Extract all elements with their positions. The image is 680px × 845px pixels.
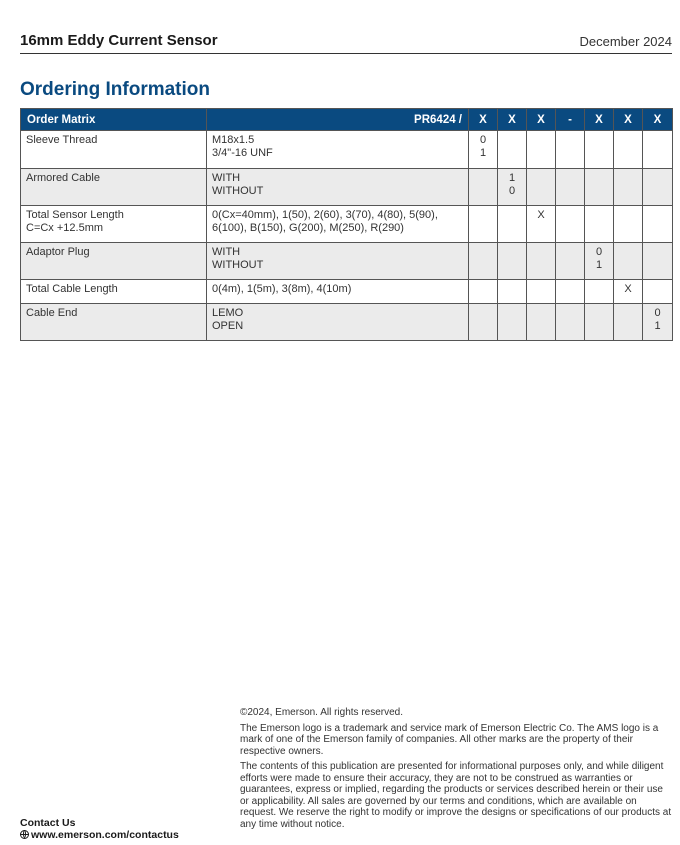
- row-label-line: Cable End: [26, 307, 78, 319]
- row-options: [207, 206, 469, 243]
- disclaimer-text: The contents of this publication are presented for informational purposes only, and while diligent efforts were made to ensure their accuracy, they are not to be construed as warranties or guarantees, express or implied, regarding the products or services described herein or their use or applicability. All sales are governed by our terms and conditions, which are available on request. We reserve the right to modify or improve the designs or specifications of our products at any time without notice.: [240, 761, 672, 830]
- matrix-slot-cell: [469, 131, 498, 169]
- trademark-text: The Emerson logo is a trademark and service mark of Emerson Electric Co. The AMS logo is a mark of one of the Emerson family of companies. All other marks are the property of their respective owners.: [240, 722, 659, 757]
- slot-code: X: [537, 209, 545, 221]
- matrix-slot-cell: [498, 243, 527, 280]
- matrix-slot-cell: [498, 206, 527, 243]
- row-label-line: Total Cable Length: [26, 283, 118, 295]
- matrix-slot-cell: [527, 169, 556, 206]
- row-option-line: M18x1.5: [212, 134, 255, 146]
- row-options: [207, 243, 469, 280]
- slot-code: 1: [479, 147, 487, 159]
- matrix-slot-cell: [498, 131, 527, 169]
- matrix-slot-cell: [498, 169, 527, 206]
- matrix-body: [21, 131, 673, 341]
- matrix-slot-cell: [498, 304, 527, 341]
- globe-icon: [20, 830, 29, 839]
- matrix-slot-cell: [643, 280, 673, 304]
- matrix-row: [21, 131, 673, 169]
- matrix-slot-cell: [527, 280, 556, 304]
- matrix-row: [21, 280, 673, 304]
- slot-code: 1: [654, 320, 661, 332]
- matrix-header-slot: X: [527, 109, 556, 131]
- row-label: [21, 169, 207, 206]
- matrix-slot-cell: [527, 243, 556, 280]
- slot-code: X: [624, 283, 632, 295]
- matrix-slot-cell: [614, 304, 643, 341]
- row-label: [21, 243, 207, 280]
- row-options: [207, 280, 469, 304]
- matrix-header-slot: X: [498, 109, 527, 131]
- row-label-line: Total Sensor Length: [26, 209, 124, 221]
- matrix-slot-cell: [643, 131, 673, 169]
- matrix-row: [21, 169, 673, 206]
- matrix-slot-cell: [585, 304, 614, 341]
- matrix-slot-cell: [498, 280, 527, 304]
- matrix-row: [21, 304, 673, 341]
- matrix-slot-cell: [643, 206, 673, 243]
- matrix-slot-cell: [527, 206, 556, 243]
- matrix-slot-cell: [614, 280, 643, 304]
- row-options: [207, 304, 469, 341]
- matrix-header-slot: -: [556, 109, 585, 131]
- matrix-slot-cell: [585, 243, 614, 280]
- matrix-row: [21, 206, 673, 243]
- matrix-header-slot: X: [585, 109, 614, 131]
- matrix-slot-cell: [469, 206, 498, 243]
- matrix-header-slot: X: [469, 109, 498, 131]
- row-option-line: 0(4m), 1(5m), 3(8m), 4(10m): [212, 283, 352, 295]
- document-title: 16mm Eddy Current Sensor: [20, 32, 218, 49]
- row-label-line: Adaptor Plug: [26, 246, 90, 258]
- row-label: [21, 131, 207, 169]
- contact-block: [20, 817, 179, 841]
- matrix-slot-cell: [585, 169, 614, 206]
- order-matrix-table: [20, 108, 673, 341]
- matrix-slot-cell: [556, 169, 585, 206]
- row-label: [21, 280, 207, 304]
- matrix-slot-cell: [556, 243, 585, 280]
- row-label: [21, 304, 207, 341]
- slot-code: 0: [479, 134, 487, 146]
- row-option-line: 0(Cx=40mm), 1(50), 2(60), 3(70), 4(80), 5(90),: [212, 209, 438, 221]
- row-option-line: WITH: [212, 246, 241, 258]
- matrix-slot-cell: [614, 243, 643, 280]
- matrix-slot-cell: [556, 280, 585, 304]
- row-label-line: C=Cx +12.5mm: [26, 222, 104, 234]
- matrix-slot-cell: [469, 280, 498, 304]
- matrix-slot-cell: [556, 131, 585, 169]
- row-label-line: Sleeve Thread: [26, 134, 98, 146]
- contact-link[interactable]: [20, 829, 179, 841]
- row-option-line: WITHOUT: [212, 185, 264, 197]
- slot-code: 1: [595, 259, 603, 271]
- slot-code: 0: [654, 307, 661, 319]
- row-options: [207, 169, 469, 206]
- matrix-slot-cell: [585, 131, 614, 169]
- row-label: [21, 206, 207, 243]
- row-label-line: Armored Cable: [26, 172, 100, 184]
- matrix-row: [21, 243, 673, 280]
- matrix-header-code: PR6424 /: [207, 109, 469, 131]
- matrix-header-slot: X: [614, 109, 643, 131]
- section-title: Ordering Information: [20, 79, 210, 100]
- slot-code: 1: [508, 172, 516, 184]
- row-options: [207, 131, 469, 169]
- matrix-header-label: Order Matrix: [21, 109, 207, 131]
- matrix-slot-cell: [527, 131, 556, 169]
- matrix-slot-cell: [643, 243, 673, 280]
- matrix-slot-cell: [585, 280, 614, 304]
- row-option-line: 3/4"-16 UNF: [212, 147, 273, 159]
- slot-code: 0: [508, 185, 516, 197]
- document-date: December 2024: [579, 34, 672, 49]
- slot-code: 0: [595, 246, 603, 258]
- matrix-slot-cell: [614, 131, 643, 169]
- matrix-slot-cell: [469, 243, 498, 280]
- row-option-line: 6(100), B(150), G(200), M(250), R(290): [212, 222, 404, 234]
- matrix-slot-cell: [527, 304, 556, 341]
- matrix-slot-cell: [585, 206, 614, 243]
- row-option-line: WITHOUT: [212, 259, 264, 271]
- matrix-slot-cell: [556, 206, 585, 243]
- matrix-slot-cell: [469, 304, 498, 341]
- matrix-slot-cell: [556, 304, 585, 341]
- contact-label: Contact Us: [20, 817, 76, 829]
- matrix-slot-cell: [643, 304, 673, 341]
- legal-notes: [240, 707, 672, 834]
- matrix-slot-cell: [643, 169, 673, 206]
- contact-url[interactable]: www.emerson.com/contactus: [31, 829, 179, 841]
- copyright-text: ©2024, Emerson. All rights reserved.: [240, 707, 403, 718]
- matrix-slot-cell: [614, 206, 643, 243]
- matrix-slot-cell: [614, 169, 643, 206]
- row-option-line: WITH: [212, 172, 241, 184]
- matrix-header-row: [21, 109, 673, 131]
- row-option-line: OPEN: [212, 320, 244, 332]
- page-header: [20, 30, 672, 54]
- matrix-slot-cell: [469, 169, 498, 206]
- row-option-line: LEMO: [212, 307, 244, 319]
- matrix-header-slot: X: [643, 109, 673, 131]
